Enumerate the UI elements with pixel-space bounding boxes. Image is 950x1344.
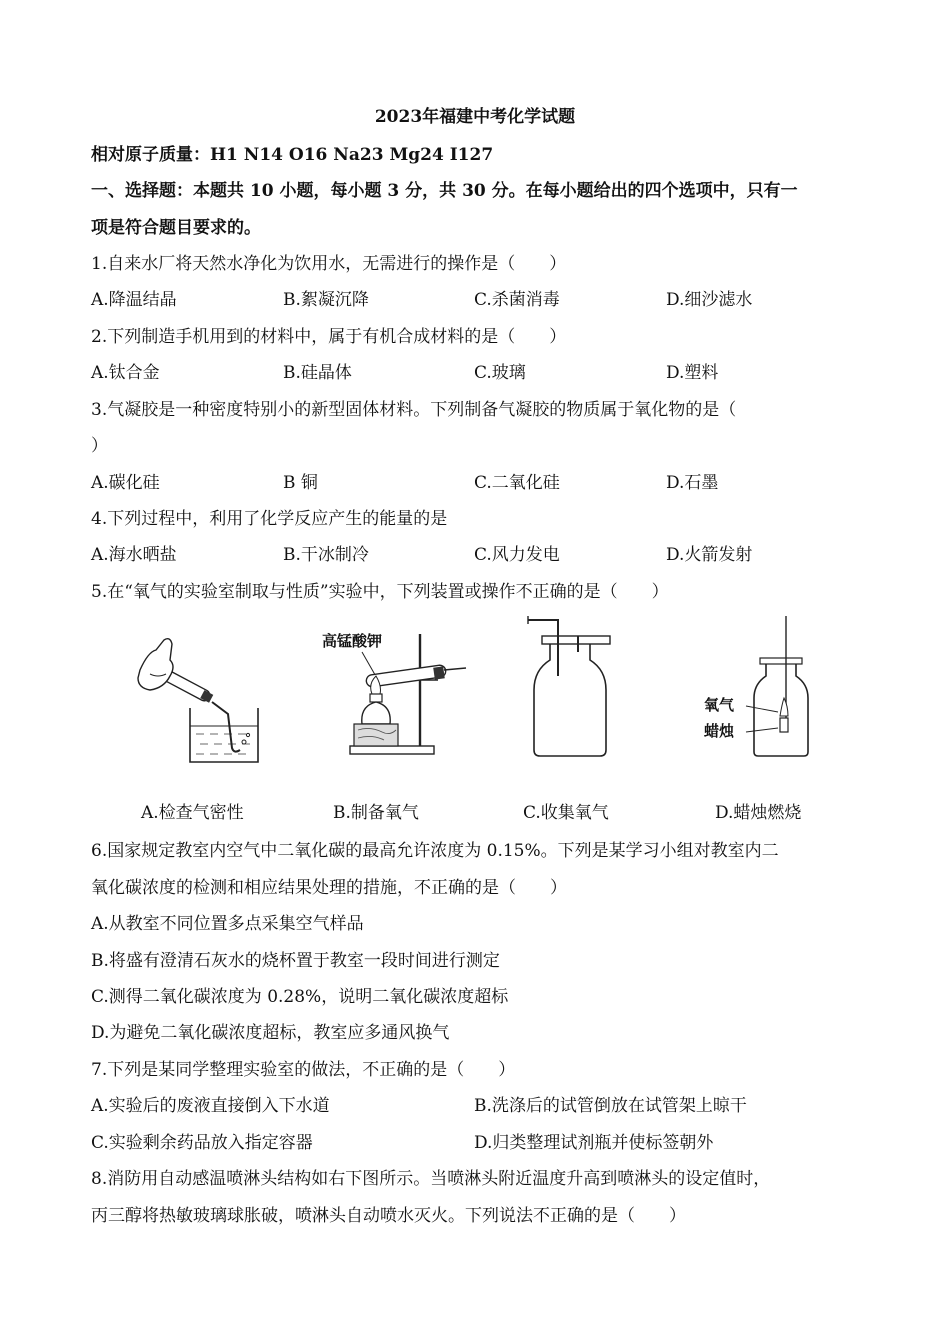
q1-option-b: B.絮凝沉降 bbox=[283, 290, 369, 310]
q3-option-b: B 铜 bbox=[283, 473, 318, 493]
fig-label-potassium-permanganate: 高锰酸钾 bbox=[322, 632, 383, 650]
q6-option-c: C.测得二氧化碳浓度为 0.28%，说明二氧化碳浓度超标 bbox=[91, 987, 509, 1007]
q4-option-b: B.干冰制冷 bbox=[283, 545, 369, 565]
q3-option-c: C.二氧化硅 bbox=[474, 473, 560, 493]
q7-option-d: D.归类整理试剂瓶并使标签朝外 bbox=[474, 1133, 714, 1153]
q5-option-c: C.收集氧气 bbox=[523, 803, 609, 823]
fig-label-oxygen: 氧气 bbox=[704, 696, 735, 714]
question-7-stem: 7.下列是某同学整理实验室的做法，不正确的是（ ） bbox=[91, 1060, 516, 1080]
figure-collect-oxygen bbox=[520, 612, 620, 762]
question-8-stem-line2: 丙三醇将热敏玻璃球胀破，喷淋头自动喷水灭火。下列说法不正确的是（ ） bbox=[91, 1206, 686, 1226]
question-4-stem: 4.下列过程中，利用了化学反应产生的能量的是 bbox=[91, 509, 448, 529]
q1-option-c: C.杀菌消毒 bbox=[474, 290, 560, 310]
q4-option-c: C.风力发电 bbox=[474, 545, 560, 565]
section-heading-line1: 一、选择题：本题共 10 小题，每小题 3 分，共 30 分。在每小题给出的四个选项中，只有一 bbox=[91, 181, 798, 201]
q7-option-b: B.洗涤后的试管倒放在试管架上晾干 bbox=[474, 1096, 747, 1116]
q5-option-a: A.检查气密性 bbox=[141, 803, 244, 823]
q6-option-a: A.从教室不同位置多点采集空气样品 bbox=[91, 914, 364, 934]
q3-option-d: D.石墨 bbox=[666, 473, 719, 493]
q2-option-b: B.硅晶体 bbox=[283, 363, 352, 383]
q4-option-d: D.火箭发射 bbox=[666, 545, 753, 565]
page-title: 2023年福建中考化学试题 bbox=[374, 107, 576, 127]
q2-option-a: A.钛合金 bbox=[91, 363, 160, 383]
fig-label-candle: 蜡烛 bbox=[704, 722, 735, 740]
q1-option-a: A.降温结晶 bbox=[91, 290, 177, 310]
q7-option-c: C.实验剩余药品放入指定容器 bbox=[91, 1133, 313, 1153]
question-6-stem-line1: 6.国家规定教室内空气中二氧化碳的最高允许浓度为 0.15%。下列是某学习小组对教室内二 bbox=[91, 841, 779, 861]
figure-candle-burning bbox=[700, 612, 820, 762]
q6-option-d: D.为避免二氧化碳浓度超标，教室应多通风换气 bbox=[91, 1023, 450, 1043]
figure-prepare-oxygen bbox=[310, 624, 470, 764]
question-8-stem-line1: 8.消防用自动感温喷淋头结构如右下图所示。当喷淋头附近温度升高到喷淋头的设定值时， bbox=[91, 1169, 771, 1189]
q4-option-a: A.海水晒盐 bbox=[91, 545, 177, 565]
question-3-stem-line2: ） bbox=[91, 436, 108, 456]
question-1-stem: 1.自来水厂将天然水净化为饮用水，无需进行的操作是（ ） bbox=[91, 254, 567, 274]
q2-option-d: D.塑料 bbox=[666, 363, 719, 383]
question-6-stem-line2: 氧化碳浓度的检测和相应结果处理的措施，不正确的是（ ） bbox=[91, 878, 567, 898]
figure-check-airtightness bbox=[120, 630, 270, 770]
question-2-stem: 2.下列制造手机用到的材料中，属于有机合成材料的是（ ） bbox=[91, 327, 567, 347]
q3-option-a: A.碳化硅 bbox=[91, 473, 160, 493]
atomic-mass-line: 相对原子质量：H1 N14 O16 Na23 Mg24 I127 bbox=[91, 145, 494, 165]
q7-option-a: A.实验后的废液直接倒入下水道 bbox=[91, 1096, 330, 1116]
section-heading-line2: 项是符合题目要求的。 bbox=[91, 218, 261, 238]
question-5-stem: 5.在“氧气的实验室制取与性质”实验中，下列装置或操作不正确的是（ ） bbox=[91, 582, 669, 602]
q5-option-d: D.蜡烛燃烧 bbox=[715, 803, 802, 823]
q1-option-d: D.细沙滤水 bbox=[666, 290, 753, 310]
q2-option-c: C.玻璃 bbox=[474, 363, 526, 383]
question-3-stem-line1: 3.气凝胶是一种密度特别小的新型固体材料。下列制备气凝胶的物质属于氧化物的是（ bbox=[91, 400, 737, 420]
q5-option-b: B.制备氧气 bbox=[333, 803, 419, 823]
q6-option-b: B.将盛有澄清石灰水的烧杯置于教室一段时间进行测定 bbox=[91, 951, 500, 971]
